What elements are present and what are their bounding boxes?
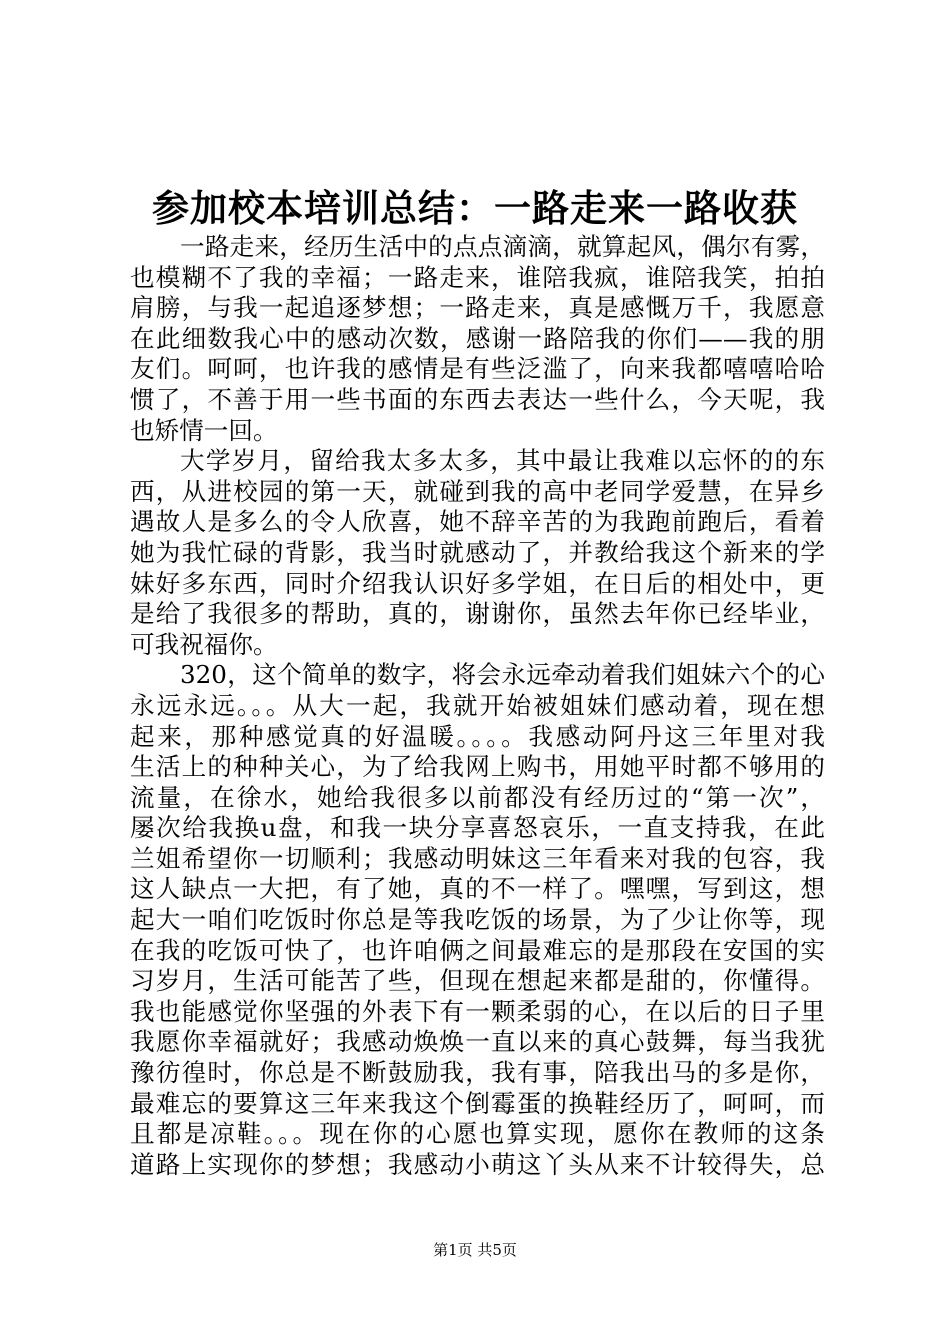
paragraph-3 — [130, 660, 825, 1180]
text-line: 习岁月，生活可能苦了些，但现在想起来都是甜的，你懂得。 — [130, 966, 825, 996]
text-line: 友们。呵呵，也许我的感情是有些泛滥了，向来我都嘻嘻哈哈 — [130, 354, 825, 384]
text-line: 遇故人是多么的令人欣喜，她不辞辛苦的为我跑前跑后，看着 — [130, 507, 825, 537]
text-line: 肩膀，与我一起追逐梦想；一路走来，真是感慨万千，我愿意 — [130, 293, 825, 323]
text-line: 她为我忙碌的背影，我当时就感动了，并教给我这个新来的学 — [130, 537, 825, 567]
text-line: 豫彷徨时，你总是不断鼓励我，我有事，陪我出马的多是你， — [130, 1058, 825, 1088]
text-line: 屡次给我换u盘，和我一块分享喜怒哀乐，一直支持我，在此 — [130, 813, 825, 843]
page-number-footer: 第1页 共5页 — [433, 1241, 517, 1259]
text-line: 兰姐希望你一切顺利；我感动明妹这三年看来对我的包容，我 — [130, 843, 825, 873]
text-line: 大学岁月，留给我太多太多，其中最让我难以忘怀的的东 — [180, 446, 825, 476]
text-line: 西，从进校园的第一天，就碰到我的高中老同学爱慧，在异乡 — [130, 476, 825, 506]
text-line: 在此细数我心中的感动次数，感谢一路陪我的你们——我的朋 — [130, 323, 825, 353]
text-line: 在我的吃饭可快了，也许咱俩之间最难忘的是那段在安国的实 — [130, 935, 825, 965]
text-line: 惯了，不善于用一些书面的东西去表达一些什么，今天呢，我 — [130, 384, 825, 414]
text-line: 可我祝福你。 — [130, 629, 278, 659]
text-line: 妹好多东西，同时介绍我认识好多学姐，在日后的相处中，更 — [130, 568, 825, 598]
text-line: 这人缺点一大把，有了她，真的不一样了。嘿嘿，写到这，想 — [130, 874, 825, 904]
paragraph-1 — [130, 232, 825, 446]
text-line: 一路走来，经历生活中的点点滴滴，就算起风，偶尔有雾， — [180, 232, 825, 261]
text-line: 我愿你幸福就好；我感动焕焕一直以来的真心鼓舞，每当我犹 — [130, 1027, 825, 1057]
paragraph-2 — [130, 446, 825, 660]
text-line: 是给了我很多的帮助，真的，谢谢你，虽然去年你已经毕业， — [130, 599, 825, 629]
text-line: 且都是凉鞋。。。现在你的心愿也算实现，愿你在教师的这条 — [130, 1119, 825, 1149]
text-line: 永远永远。。。从大一起，我就开始被姐妹们感动着，现在想 — [130, 690, 825, 720]
text-line: 生活上的种种关心，为了给我网上购书，用她平时都不够用的 — [130, 752, 825, 782]
text-line: 320，这个简单的数字，将会永远牵动着我们姐妹六个的心 — [180, 660, 825, 690]
text-line: 流量，在徐水，她给我很多以前都没有经历过的“第一次”， — [130, 782, 825, 812]
document-title: 参加校本培训总结：一路走来一路收获 — [152, 186, 798, 230]
document-body — [130, 232, 825, 1180]
text-line: 道路上实现你的梦想；我感动小萌这丫头从来不计较得失，总 — [130, 1149, 825, 1179]
text-line: 起大一咱们吃饭时你总是等我吃饭的场景，为了少让你等，现 — [130, 905, 825, 935]
text-line: 也矫情一回。 — [130, 415, 278, 445]
text-line: 最难忘的要算这三年来我这个倒霉蛋的换鞋经历了，呵呵，而 — [130, 1088, 825, 1118]
text-line: 也模糊不了我的幸福；一路走来，谁陪我疯，谁陪我笑，拍拍 — [130, 262, 825, 292]
text-line: 我也能感觉你坚强的外表下有一颗柔弱的心，在以后的日子里 — [130, 996, 825, 1026]
text-line: 起来，那种感觉真的好温暖。。。。我感动阿丹这三年里对我 — [130, 721, 825, 751]
